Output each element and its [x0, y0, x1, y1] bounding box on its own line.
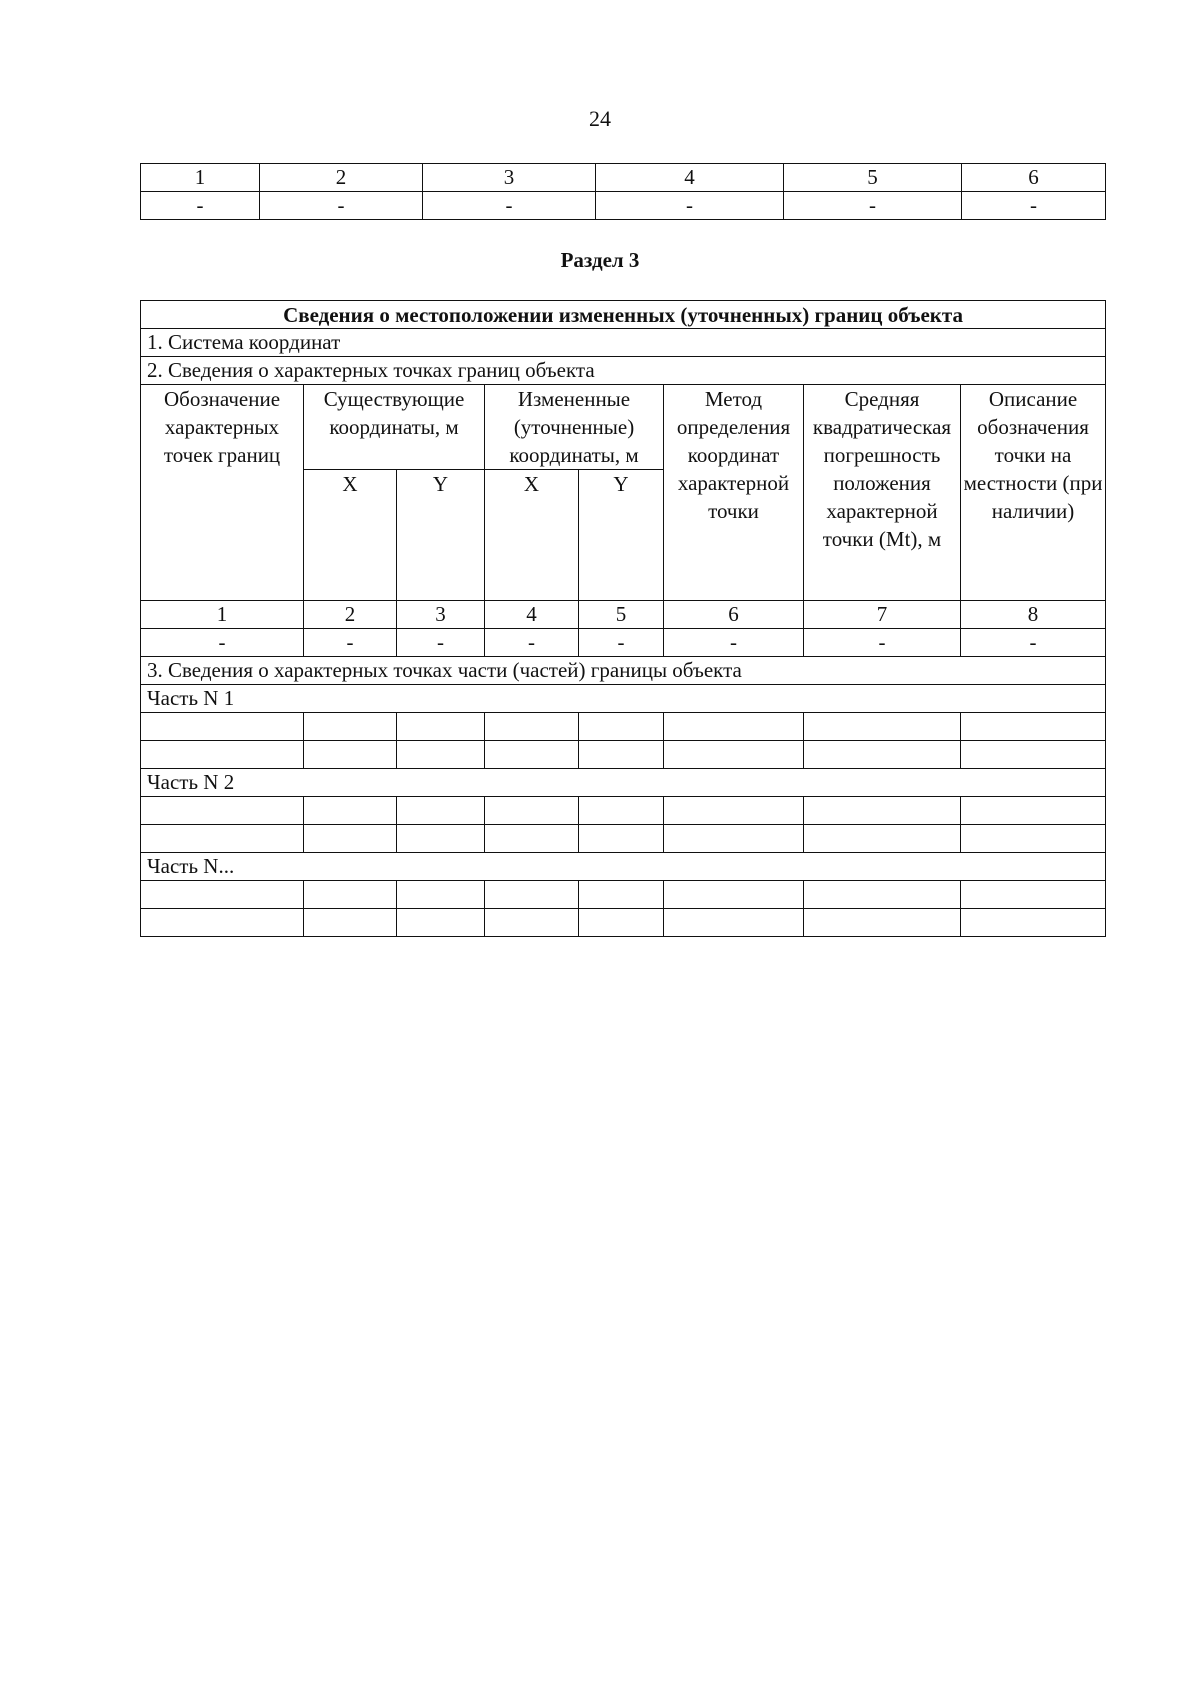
column-number: 4	[485, 601, 579, 629]
column-number: 3	[423, 164, 596, 192]
header-y: Y	[397, 470, 485, 601]
empty-row	[141, 825, 1106, 853]
table-cell: -	[962, 192, 1106, 220]
section-title: Раздел 3	[560, 248, 640, 272]
table-cell	[579, 909, 664, 937]
table-cell	[397, 909, 485, 937]
column-number: 3	[397, 601, 485, 629]
table-cell	[804, 713, 961, 741]
header-x: X	[304, 470, 397, 601]
table-cell	[579, 713, 664, 741]
empty-row	[141, 881, 1106, 909]
table-cell: -	[304, 629, 397, 657]
table-cell: -	[784, 192, 962, 220]
column-number: 4	[596, 164, 784, 192]
header-mean-error: Средняя квадратическая погрешность положения характерной точки (Mt), м	[804, 385, 961, 601]
table-cell	[664, 713, 804, 741]
column-numbers-row	[141, 601, 1106, 629]
table-row	[141, 192, 1106, 220]
table-cell	[304, 881, 397, 909]
page-number: 24	[589, 106, 611, 131]
table-row	[141, 164, 1106, 192]
table-cell	[664, 881, 804, 909]
table-caption-row	[141, 301, 1106, 329]
table-cell	[304, 825, 397, 853]
table-cell	[579, 797, 664, 825]
column-number: 2	[304, 601, 397, 629]
table-cell	[579, 881, 664, 909]
table-cell	[304, 741, 397, 769]
table-cell	[485, 909, 579, 937]
table-cell: -	[397, 629, 485, 657]
table-row	[141, 853, 1106, 881]
table-cell: -	[485, 629, 579, 657]
table-cell	[804, 881, 961, 909]
table-cell	[804, 909, 961, 937]
table-cell	[304, 909, 397, 937]
table-cell	[664, 825, 804, 853]
table-cell	[485, 825, 579, 853]
table-row	[141, 657, 1106, 685]
column-number: 1	[141, 601, 304, 629]
table-row	[141, 357, 1106, 385]
table-cell	[397, 825, 485, 853]
table-cell	[304, 797, 397, 825]
table-cell: -	[579, 629, 664, 657]
table-cell: -	[423, 192, 596, 220]
table-cell	[961, 741, 1106, 769]
table-cell	[485, 797, 579, 825]
part-label: Часть N 1	[141, 685, 1106, 713]
table-cell	[141, 909, 304, 937]
empty-row	[141, 741, 1106, 769]
table-cell	[141, 881, 304, 909]
table-cell: -	[141, 629, 304, 657]
table-cell	[961, 797, 1106, 825]
column-number: 2	[260, 164, 423, 192]
table-cell	[664, 741, 804, 769]
column-number: 6	[962, 164, 1106, 192]
parts-info-row: 3. Сведения о характерных точках части (частей) границы объекта	[141, 657, 1106, 685]
table-cell	[397, 881, 485, 909]
table-cell	[485, 881, 579, 909]
table-cell	[397, 797, 485, 825]
table-cell	[579, 741, 664, 769]
empty-row	[141, 713, 1106, 741]
table-row	[141, 329, 1106, 357]
table-cell	[804, 825, 961, 853]
column-number: 6	[664, 601, 804, 629]
table-cell	[141, 741, 304, 769]
table-cell	[141, 825, 304, 853]
column-number: 5	[579, 601, 664, 629]
header-description: Описание обозначения точки на местности (при наличии)	[961, 385, 1106, 601]
table-cell	[485, 741, 579, 769]
table-cell	[961, 909, 1106, 937]
table-cell	[961, 713, 1106, 741]
header-existing-coords: Существующие координаты, м	[304, 385, 485, 470]
table-cell	[485, 713, 579, 741]
table-cell: -	[804, 629, 961, 657]
table-cell	[804, 741, 961, 769]
table-cell	[961, 825, 1106, 853]
header-x: X	[485, 470, 579, 601]
table-row	[141, 769, 1106, 797]
part-label: Часть N 2	[141, 769, 1106, 797]
column-number: 8	[961, 601, 1106, 629]
column-number: 7	[804, 601, 961, 629]
boundary-points-table	[140, 300, 1106, 937]
table-cell: -	[260, 192, 423, 220]
table-cell	[304, 713, 397, 741]
header-row	[141, 385, 1106, 470]
column-number: 1	[141, 164, 260, 192]
table-row	[141, 685, 1106, 713]
table-cell: -	[141, 192, 260, 220]
points-info-row: 2. Сведения о характерных точках границ объекта	[141, 357, 1106, 385]
column-number: 5	[784, 164, 962, 192]
table-cell	[664, 797, 804, 825]
table-cell	[579, 825, 664, 853]
table-cell	[397, 741, 485, 769]
table-row	[141, 629, 1106, 657]
empty-row	[141, 797, 1106, 825]
header-method: Метод определения координат характерной точки	[664, 385, 804, 601]
part-label: Часть N...	[141, 853, 1106, 881]
table-cell	[141, 797, 304, 825]
table-cell	[961, 881, 1106, 909]
header-y: Y	[579, 470, 664, 601]
header-changed-coords: Измененные (уточненные) координаты, м	[485, 385, 664, 470]
table-cell: -	[596, 192, 784, 220]
table-cell	[397, 713, 485, 741]
empty-row	[141, 909, 1106, 937]
coordinate-system-row: 1. Система координат	[141, 329, 1106, 357]
table-cell	[804, 797, 961, 825]
continuation-table	[140, 163, 1106, 220]
header-designation: Обозначение характерных точек границ	[141, 385, 304, 601]
table-cell: -	[664, 629, 804, 657]
table-cell	[664, 909, 804, 937]
table-cell: -	[961, 629, 1106, 657]
table-cell	[141, 713, 304, 741]
table-caption: Сведения о местоположении измененных (уточненных) границ объекта	[141, 301, 1106, 329]
